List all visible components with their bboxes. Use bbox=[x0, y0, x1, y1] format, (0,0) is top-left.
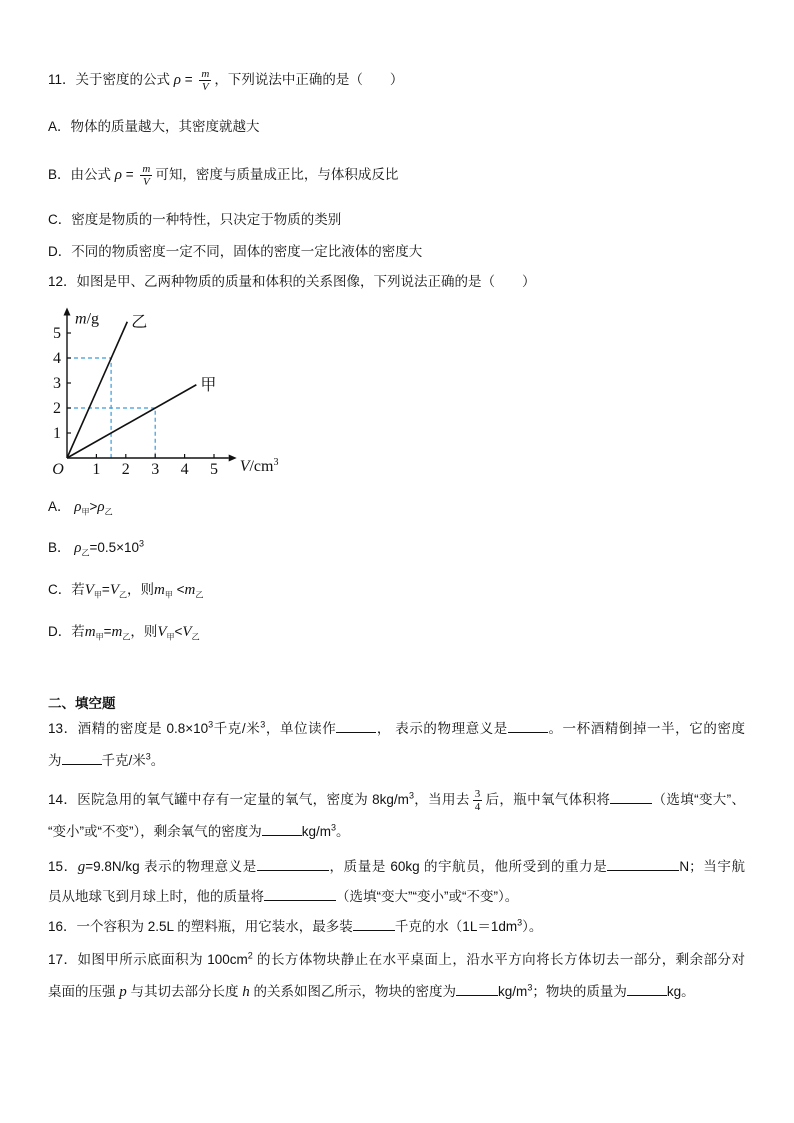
subscript-jia: 甲 bbox=[164, 590, 173, 600]
question-number: 11． bbox=[48, 72, 76, 88]
stem-text: （选填“变大”“变小”或“不变”）。 bbox=[336, 889, 519, 904]
rho-symbol: ρ bbox=[74, 499, 82, 515]
operator: = bbox=[103, 624, 112, 639]
x-tick-label: 1 bbox=[92, 461, 101, 478]
substance-line bbox=[67, 385, 196, 458]
stem-text: 员从地球飞到月球上时，他的质量将 bbox=[48, 889, 264, 904]
variable-v: V bbox=[157, 624, 167, 640]
x-axis-arrow bbox=[229, 455, 237, 462]
y-tick-label: 1 bbox=[53, 425, 61, 442]
option-label: A． bbox=[48, 119, 71, 134]
three-quarters-fraction bbox=[473, 788, 483, 813]
stem-text: ，质量是 60kg 的宇航员，他所受到的重力是 bbox=[328, 859, 608, 874]
question-13-line-1 bbox=[48, 719, 745, 739]
x-tick-label: 2 bbox=[121, 461, 130, 478]
stem-text: ， 表示的物理意义是 bbox=[376, 721, 508, 736]
superscript: 3 bbox=[139, 538, 145, 549]
superscript: 3 bbox=[208, 719, 214, 730]
variable-m: m bbox=[153, 582, 165, 598]
stem-text: 的长方体物块静止在水平桌面上，沿水平方向将长方体切去一部分，剩余部分对 bbox=[252, 952, 745, 967]
question-15-line-2 bbox=[48, 887, 518, 907]
subscript-yi: 乙 bbox=[118, 590, 127, 600]
density-fraction bbox=[199, 68, 211, 93]
option-label: D． bbox=[48, 244, 72, 259]
option-text: 若 bbox=[71, 582, 85, 597]
stem-text: 如图甲所示底面积为 100cm bbox=[77, 952, 248, 967]
stem-text: 。一杯酒精倒掉一半，它的密度 bbox=[547, 721, 745, 736]
question-17-line-1 bbox=[48, 950, 745, 970]
y-tick-label: 4 bbox=[53, 350, 61, 367]
variable-v: V bbox=[84, 582, 94, 598]
origin-label: O bbox=[52, 461, 64, 478]
subscript-jia: 甲 bbox=[95, 632, 104, 642]
variable-v: V bbox=[182, 624, 192, 640]
option-text: 由公式 bbox=[70, 167, 112, 183]
stem-text: 酒精的密度是 0.8×10 bbox=[77, 721, 209, 736]
variable-m: m bbox=[111, 624, 123, 640]
equals-sign: = bbox=[180, 72, 197, 88]
stem-text: N；当宇航 bbox=[679, 859, 745, 874]
stem-text: kg/m bbox=[498, 984, 528, 999]
y-axis-label bbox=[75, 311, 99, 328]
variable-m: m bbox=[84, 624, 96, 640]
stem-text: 千克/米 bbox=[101, 753, 146, 768]
answer-blank bbox=[610, 791, 652, 804]
fraction-denominator: 4 bbox=[474, 801, 481, 813]
answer-blank bbox=[607, 858, 679, 871]
stem-text: ；物块的质量为 bbox=[532, 984, 627, 999]
question-12-option-b bbox=[48, 538, 144, 558]
question-12-option-c bbox=[48, 580, 203, 600]
x-axis-unit: /cm bbox=[249, 458, 274, 475]
superscript: 3 bbox=[145, 751, 151, 762]
subscript-yi: 乙 bbox=[191, 632, 200, 642]
y-axis-variable: m bbox=[75, 310, 87, 328]
subscript-jia: 甲 bbox=[81, 507, 90, 517]
stem-text: （选填“变大”、 bbox=[652, 792, 745, 808]
subscript-jia: 甲 bbox=[93, 590, 102, 600]
question-12-stem bbox=[48, 272, 536, 292]
option-label: D． bbox=[48, 624, 72, 639]
question-11-option-d bbox=[48, 242, 422, 262]
option-label: C． bbox=[48, 212, 72, 227]
variable-g: g bbox=[77, 859, 86, 875]
question-number: 13． bbox=[48, 721, 78, 736]
density-fraction bbox=[140, 163, 152, 188]
subscript-yi: 乙 bbox=[104, 507, 113, 517]
y-axis-unit: /g bbox=[86, 310, 100, 328]
superscript: 3 bbox=[260, 719, 266, 730]
option-label: B． bbox=[48, 540, 71, 555]
option-label: A． bbox=[48, 499, 71, 514]
superscript: 3 bbox=[408, 790, 414, 801]
fraction-numerator: 3 bbox=[474, 788, 481, 800]
answer-blank bbox=[264, 888, 336, 901]
stem-text: 。 bbox=[336, 824, 350, 839]
y-axis-arrow bbox=[64, 308, 71, 316]
x-axis-unit-superscript: 3 bbox=[273, 457, 279, 468]
fraction-denominator: V bbox=[201, 81, 209, 93]
option-label: B． bbox=[48, 167, 71, 183]
rho-symbol: ρ bbox=[97, 499, 105, 515]
question-14-line-1 bbox=[48, 788, 745, 813]
stem-text: 如图是甲、乙两种物质的质量和体积的关系图像，下列说法正确的是（ ） bbox=[76, 274, 536, 289]
x-tick-label: 5 bbox=[210, 461, 218, 478]
stem-text: 。 bbox=[150, 753, 165, 768]
subscript-jia: 甲 bbox=[166, 632, 175, 642]
answer-blank bbox=[353, 918, 395, 931]
option-text: ，则 bbox=[126, 582, 154, 597]
operator: < bbox=[174, 624, 183, 639]
y-tick-label: 5 bbox=[53, 325, 61, 342]
answer-blank bbox=[262, 823, 302, 836]
answer-blank bbox=[627, 983, 667, 996]
fraction-numerator: m bbox=[142, 163, 151, 175]
stem-text: 千克的水（1L＝1dm bbox=[394, 919, 518, 934]
question-17-line-2 bbox=[48, 982, 695, 1002]
variable-p: p bbox=[119, 984, 127, 1000]
operator: = bbox=[101, 582, 110, 597]
question-13-line-2 bbox=[48, 751, 164, 771]
answer-blank bbox=[456, 983, 498, 996]
superscript: 2 bbox=[247, 950, 253, 961]
stem-text: 为 bbox=[48, 753, 62, 768]
answer-blank bbox=[62, 752, 102, 765]
question-number: 17． bbox=[48, 952, 78, 967]
stem-text: 桌面的压强 bbox=[48, 984, 120, 999]
stem-text: 后，瓶中氧气体积将 bbox=[485, 792, 611, 808]
subscript-yi: 乙 bbox=[81, 548, 90, 558]
answer-blank bbox=[508, 720, 548, 733]
option-text: 可知，密度与质量成正比，与体积成反比 bbox=[155, 167, 399, 183]
variable-m: m bbox=[184, 582, 196, 598]
substance-line bbox=[67, 322, 127, 458]
stem-text: ，下列说法中正确的是（ ） bbox=[214, 72, 404, 88]
stem-text: 关于密度的公式 bbox=[75, 72, 171, 88]
stem-text: 与其切去部分长度 bbox=[126, 984, 243, 999]
option-text: ，则 bbox=[130, 624, 158, 639]
substance-line-label: 乙 bbox=[131, 313, 148, 331]
superscript: 3 bbox=[517, 917, 523, 928]
question-14-line-2 bbox=[48, 822, 350, 842]
question-12-option-a bbox=[48, 497, 113, 517]
option-text: 物体的质量越大，其密度就越大 bbox=[70, 119, 260, 134]
operator: > bbox=[89, 499, 98, 514]
variable-h: h bbox=[242, 984, 250, 1000]
rho-symbol: ρ bbox=[114, 167, 122, 184]
question-number: 16． bbox=[48, 919, 77, 934]
stem-text: kg/m bbox=[301, 824, 331, 839]
answer-blank bbox=[336, 720, 376, 733]
stem-text: 医院急用的氧气罐中存有一定量的氧气，密度为 8kg/m bbox=[77, 792, 409, 808]
mass-volume-graph bbox=[40, 300, 300, 485]
option-text: 若 bbox=[71, 624, 85, 639]
option-text: 密度是物质的一种特性，只决定于物质的类别 bbox=[71, 212, 342, 227]
stem-text: =9.8N/kg 表示的物理意义是 bbox=[85, 859, 257, 874]
superscript: 3 bbox=[331, 822, 337, 833]
question-11-option-c bbox=[48, 210, 341, 230]
stem-text: kg。 bbox=[666, 984, 695, 999]
stem-text: ）。 bbox=[522, 919, 543, 934]
substance-line-label: 甲 bbox=[200, 376, 217, 394]
stem-text: “变小”或“不变”），剩余氧气的密度为 bbox=[48, 824, 262, 839]
stem-text: 一个容积为 2.5L 的塑料瓶，用它装水，最多装 bbox=[76, 919, 353, 934]
y-tick-label: 3 bbox=[53, 375, 61, 392]
subscript-yi: 乙 bbox=[122, 632, 131, 642]
option-text: 不同的物质密度一定不同，固体的密度一定比液体的密度大 bbox=[71, 244, 423, 259]
question-12-option-d bbox=[48, 622, 200, 642]
fraction-numerator: m bbox=[201, 68, 210, 80]
option-text: =0.5×10 bbox=[89, 540, 140, 555]
variable-v: V bbox=[109, 582, 119, 598]
rho-symbol: ρ bbox=[173, 72, 181, 89]
question-number: 15． bbox=[48, 859, 78, 874]
question-11-option-b bbox=[48, 163, 399, 188]
x-tick-label: 3 bbox=[151, 461, 160, 478]
answer-blank bbox=[257, 858, 329, 871]
y-tick-label: 2 bbox=[53, 400, 61, 417]
stem-text: 千克/米 bbox=[213, 721, 261, 736]
equals-sign: = bbox=[121, 167, 138, 183]
stem-text: 的关系如图乙所示，物块的密度为 bbox=[249, 984, 457, 999]
operator: < bbox=[172, 582, 185, 597]
x-axis-label bbox=[240, 457, 279, 475]
question-number: 12． bbox=[48, 274, 77, 289]
rho-symbol: ρ bbox=[74, 540, 82, 556]
question-11-option-a bbox=[48, 117, 260, 137]
stem-text: ，单位读作 bbox=[265, 721, 337, 736]
section-title: 二、填空题 bbox=[48, 696, 116, 711]
subscript-yi: 乙 bbox=[195, 590, 204, 600]
question-number: 14． bbox=[48, 792, 78, 808]
option-label: C． bbox=[48, 582, 72, 597]
question-16 bbox=[48, 917, 542, 937]
stem-text: ，当用去 bbox=[413, 792, 470, 808]
question-15-line-1 bbox=[48, 857, 745, 877]
question-11-stem bbox=[48, 68, 404, 93]
fraction-denominator: V bbox=[142, 176, 150, 188]
x-axis-variable: V bbox=[239, 458, 250, 475]
superscript: 3 bbox=[527, 982, 533, 993]
x-tick-label: 4 bbox=[180, 461, 189, 478]
